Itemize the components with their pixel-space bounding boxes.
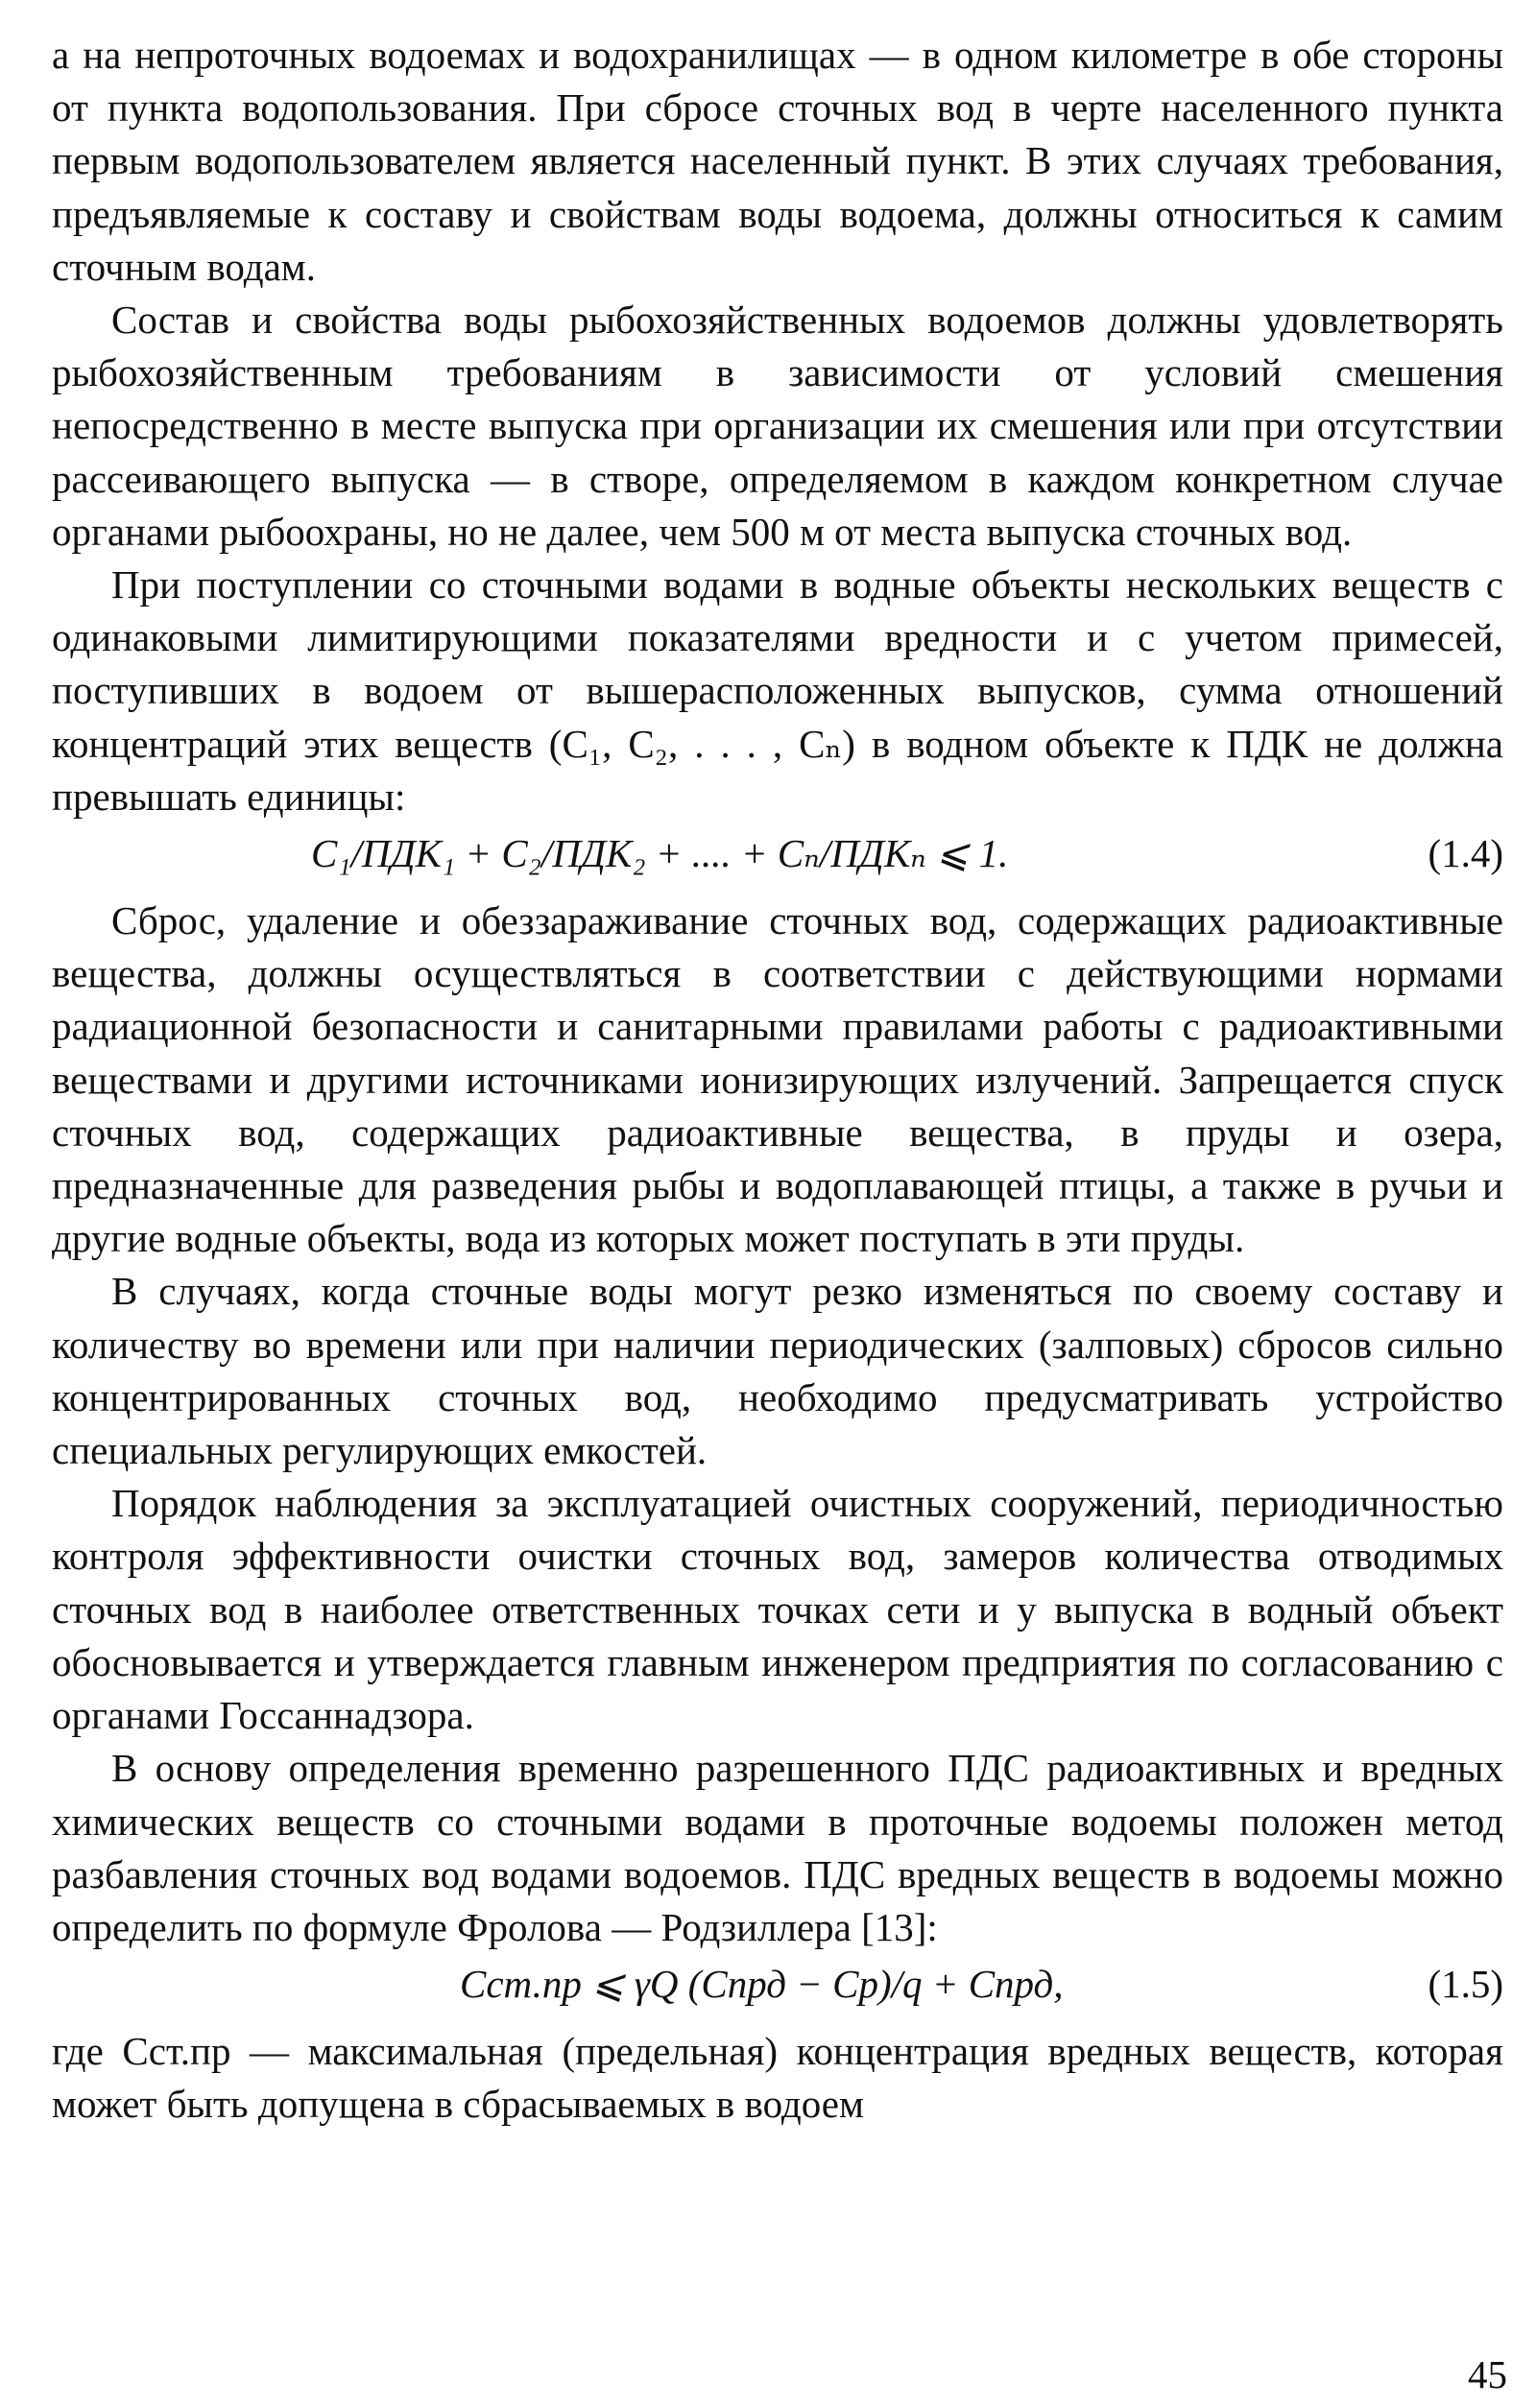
paragraph-4: Сброс, удаление и обеззараживание сточных вод, содержащих радиоактивные вещества, должны осуществляться в соответствии с действующими нормами радиационной безопасности и санитарными правилами работы с радиоактивными веществами и другими источниками ионизирующих излучений. Запрещается спуск сточных вод, содержащих радиоактивные вещества, в пруды и озера, предназначенные для разведения рыбы и водоплавающей птицы, а также в ручьи и другие водные объекты, вода из которых может поступать в эти пруды. <box>52 898 1503 1261</box>
paragraph-5: В случаях, когда сточные воды могут резко изменяться по своему составу и количеству во времени или при наличии периодических (залповых) сбросов сильно концентрированных сточных вод, необходимо предусматривать устройство специальных регулирующих емкостей. <box>52 1269 1503 1473</box>
paragraph-7: В основу определения временно разрешенного ПДС радиоактивных и вредных химических веществ со сточными водами в проточные водоемы положен метод разбавления сточных вод водами водоемов. ПДС вредных веществ в водоемы можно определить по формуле Фролова — Родзиллера [13]: <box>52 1746 1503 1949</box>
paragraph-1: а на непроточных водоемах и водохранилищах — в одном километре в обе стороны от пункта водопользования. При сбросе сточных вод в черте населенного пункта первым водопользователем является населенный пункт. В этих случаях требования, предъявляемые к составу и свойствам воды водоема, должны относиться к самим сточным водам. <box>52 33 1503 289</box>
formula-1-4-number: (1.4) <box>1428 831 1503 876</box>
paragraph-8: где Cст.пр — максимальная (предельная) концентрация вредных веществ, которая может быть допущена в сбрасываемых в водоем <box>52 2029 1503 2127</box>
formula-1-5-number: (1.5) <box>1428 1962 1503 2007</box>
paragraph-3: При поступлении со сточными водами в водные объекты нескольких веществ с одинаковыми лимитирующими показателями вредности и с учетом примесей, поступивших в водоем от вышерасположенных выпусков, сумма отношений концентраций этих веществ (C₁, C₂, . . . , Cₙ) в водном объекте к ПДК не должна превышать единицы: <box>52 562 1503 819</box>
paragraph-2: Состав и свойства воды рыбохозяйственных водоемов должны удовлетворять рыбохозяйственным требованиям в зависимости от условий смешения непосредственно в месте выпуска при организации их смешения или при отсутствии рассеивающего выпуска — в створе, определяемом в каждом конкретном случае органами рыбоохраны, но не далее, чем 500 м от места выпуска сточных вод. <box>52 298 1503 554</box>
paragraph-6: Порядок наблюдения за эксплуатацией очистных сооружений, периодичностью контроля эффективности очистки сточных вод, замеров количества отводимых сточных вод в наиболее ответственных точках сети и у выпуска в водный объект обосновывается и утверждается главным инженером предприятия по согласованию с органами Госсаннадзора. <box>52 1481 1503 1738</box>
formula-1-5-expression: Cст.пр ⩽ γQ (Cпрд − Cр)/q + Cпрд, <box>460 1962 1064 2007</box>
page-number: 45 <box>1468 2352 1507 2396</box>
document-page <box>52 29 1503 2132</box>
formula-1-5 <box>52 1958 1503 2015</box>
formula-1-4-expression: C₁/ПДК₁ + C₂/ПДК₂ + .... + Cₙ/ПДКₙ ⩽ 1. <box>311 831 1009 876</box>
formula-1-4 <box>52 827 1503 885</box>
